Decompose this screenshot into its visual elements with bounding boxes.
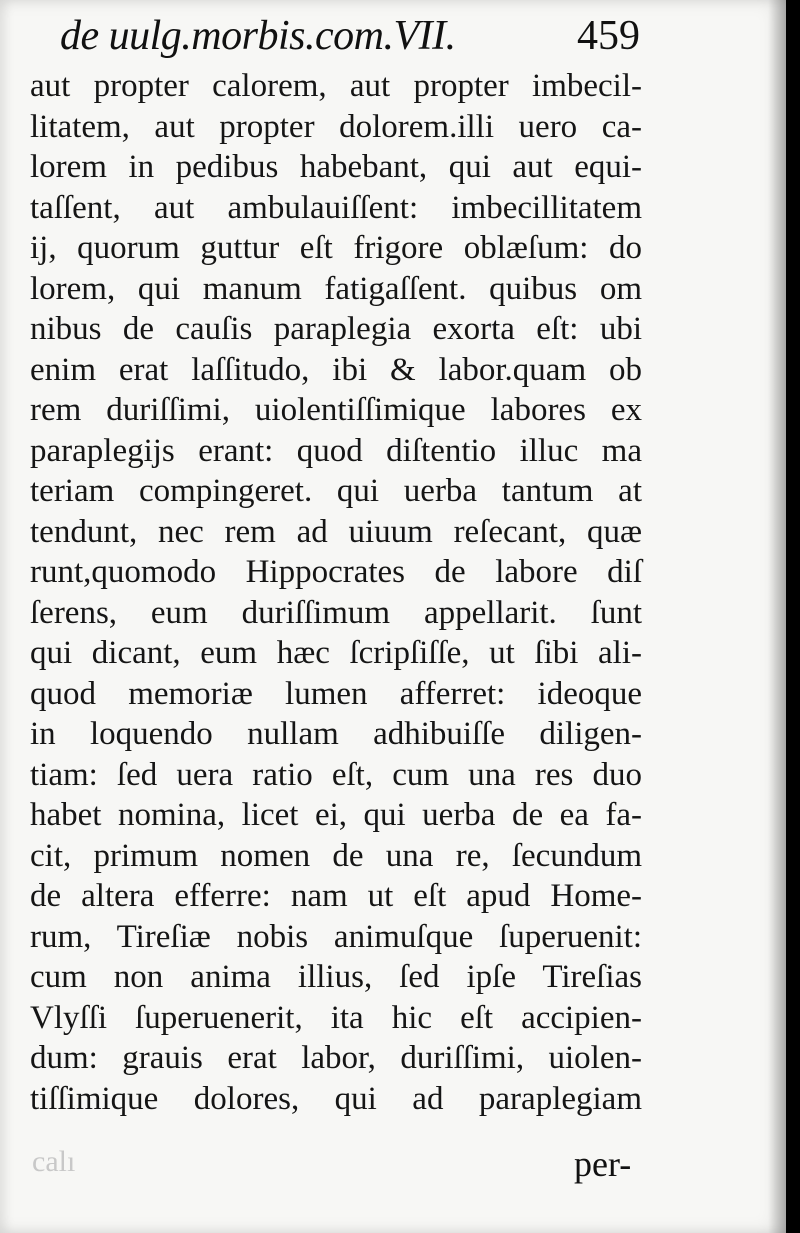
text-line: in loquendo nullam adhibuiſſe diligen- [30, 716, 642, 752]
text-line: dum: grauis erat labor, duriſſimi, uiolen- [30, 1040, 642, 1076]
text-line: ij, quorum guttur eſt frigore oblæſum: do [30, 230, 642, 266]
text-line: teriam compingeret. qui uerba tantum at [30, 473, 642, 509]
text-line: tiam: ſed uera ratio eſt, cum una res duo [30, 756, 642, 793]
text-line: qui dicant, eum hæc ſcripſiſſe, ut ſibi ali- [30, 635, 642, 671]
text-line: nibus de cauſis paraplegia exorta eſt: ubi [30, 311, 642, 347]
text-line: paraplegijs erant: quod diſtentio illuc ma [30, 432, 642, 469]
text-line: rum, Tireſiæ nobis animuſque ſuperuenit: [30, 918, 642, 955]
text-line: habet nomina, licet ei, qui uerba de ea fa- [30, 797, 642, 833]
text-line: litatem, aut propter dolorem.illi uero ca- [30, 108, 642, 145]
text-line: rem duriſſimi, uiolentiſſimique labores ex [30, 392, 642, 428]
text-line: enim erat laſſitudo, ibi & labor.quam ob [30, 351, 642, 388]
text-line: tendunt, nec rem ad uiuum reſecant, quæ [30, 513, 642, 550]
text-line: de altera efferre: nam ut eſt apud Home- [30, 878, 642, 914]
text-line: taſſent, aut ambulauiſſent: imbecillitatem [30, 189, 642, 226]
text-line: runt,quomodo Hippocrates de labore diſ [30, 554, 642, 590]
page-number: 459 [577, 13, 640, 59]
bleed-through-text: calı [32, 1145, 76, 1178]
text-line: aut propter calorem, aut propter imbecil- [30, 68, 642, 104]
page-edge-shadow [768, 0, 786, 1233]
running-head-title: de uulg.morbis.com.VII. [60, 13, 456, 59]
catchword: per- [574, 1144, 632, 1184]
text-line: cit, primum nomen de una re, ſecundum [30, 837, 642, 874]
text-line: tiſſimique dolores, qui ad paraplegiam [30, 1080, 642, 1117]
text-line: lorem, qui manum fatigaſſent. quibus om [30, 270, 642, 307]
text-line: cum non anima illius, ſed ipſe Tireſias [30, 959, 642, 995]
body-text [30, 66, 642, 1119]
running-head [60, 8, 640, 64]
text-line: quod memoriæ lumen afferret: ideoque [30, 675, 642, 712]
text-line: lorem in pedibus habebant, qui aut equi- [30, 149, 642, 185]
text-line: ſerens, eum duriſſimum appellarit. ſunt [30, 594, 642, 631]
text-line: Vlyſſi ſuperuenerit, ita hic eſt accipien- [30, 999, 642, 1036]
